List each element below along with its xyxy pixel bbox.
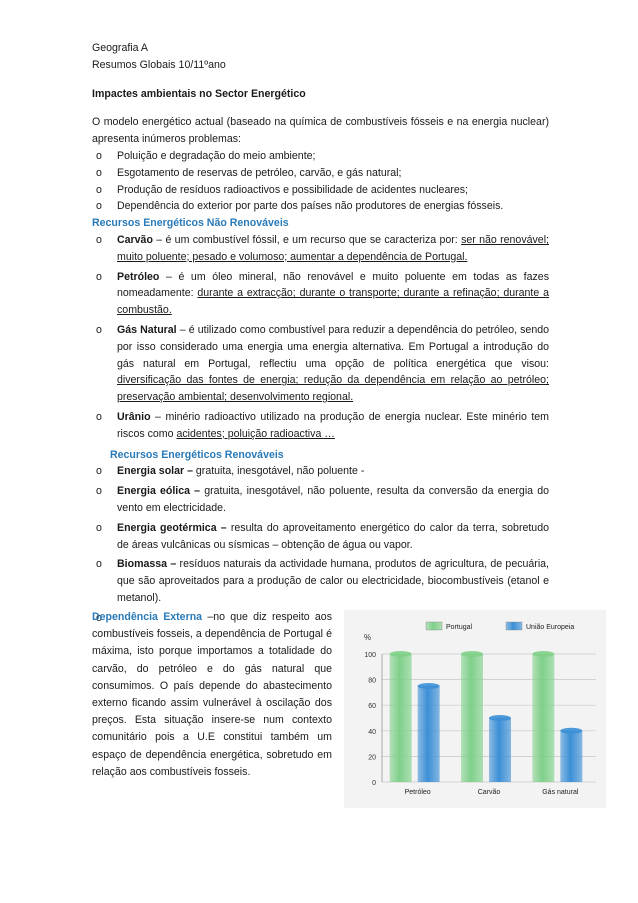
section-heading-nonrenewable: Recursos Energéticos Não Renováveis (92, 217, 289, 230)
y-tick-label: 80 (368, 677, 376, 685)
intro-paragraph: O modelo energético actual (baseado na química de combustíveis fósseis e na energia nuclear) apresenta inúmeros problemas: (92, 116, 549, 146)
list-item: o Poluição e degradação do meio ambiente; (92, 148, 549, 165)
bar-cap (489, 715, 511, 721)
dependence-bar-chart (344, 610, 606, 808)
list-item (92, 520, 549, 554)
list-item (92, 269, 549, 319)
list-item: o Produção de resíduos radioactivos e possibilidade de acidentes nucleares; (92, 182, 549, 199)
resource-name: Carvão (117, 233, 153, 246)
resource-text: resíduos naturais da actividade humana, produtos de agricultura, de pecuária, que são aproveitados para a produção de calor ou electricidade, biocombustíveis (etanol e metanol). (117, 558, 550, 604)
resource-text: gratuita, inesgotável, não poluente, resulta da conversão da energia do vento em electricidade. (117, 485, 549, 514)
y-tick-label: 40 (368, 728, 376, 736)
y-tick-label: 100 (364, 652, 376, 659)
resource-text: – é um combustível fóssil, e um recurso que se caracteriza por: (152, 233, 462, 246)
resource-underlined: durante a extracção; durante o transporte; durante a refinação; durante a combustão. (117, 287, 549, 317)
resource-name: Urânio (117, 410, 151, 423)
resource-name: Biomassa – (117, 558, 177, 571)
header-course: Resumos Globais 10/11ºano (92, 58, 226, 71)
list-item (92, 463, 549, 480)
resource-name: Energia eólica – (117, 485, 201, 498)
bar (532, 654, 554, 782)
bar (418, 686, 440, 782)
list-item (92, 409, 549, 443)
bar-cap (461, 651, 483, 657)
problems-list (92, 148, 549, 215)
nonrenewable-list (92, 232, 549, 443)
list-item (92, 232, 549, 266)
bar (560, 731, 582, 782)
bar-cap (532, 651, 554, 657)
section-heading-renewable: Recursos Energéticos Renováveis (110, 448, 284, 461)
y-tick-label: 0 (372, 780, 376, 787)
resource-name: Petróleo (117, 270, 160, 283)
header-subject: Geografia A (92, 42, 148, 54)
resource-name: Energia geotérmica – (117, 521, 227, 534)
bar-cap (390, 651, 412, 657)
resource-text: – minério radioactivo utilizado na produção de energia nuclear. Este minério tem riscos como (117, 410, 549, 440)
list-item (92, 556, 549, 606)
dependence-text: –no que diz respeito aos combustíveis fosseis, a dependência de Portugal é máxima, isto porque importamos a totalidade do carvão, do petróleo e do gás natural que consumimos. O país depende do abastecimento externo ficando assim vulnerável à oscilação dos preços. Esta situação insere-se num contexto comunitário pois a U.E constitui também um espaço de dependência energética, sobretudo em relação aos combustíveis fosseis. (92, 611, 332, 778)
resource-text: resulta do aproveitamento energético do calor da terra, sobretudo de áreas vulcânicas ou sísmicas – obtenção de água ou vapor. (117, 521, 549, 551)
document-page (92, 40, 549, 630)
x-tick-label: Petróleo (404, 789, 431, 796)
document-title: Impactes ambientais no Sector Energético (92, 87, 306, 100)
resource-underlined: diversificação das fontes de energia; redução da dependência em relação ao petróleo; preservação ambiental; desenvolvimento regional. (117, 374, 549, 404)
external-dependence-paragraph (92, 609, 332, 781)
legend-swatch (506, 622, 522, 630)
y-tick-label: 60 (368, 703, 376, 711)
legend-entry: Portugal (446, 624, 473, 631)
list-item (92, 322, 549, 406)
resource-name: Energia solar – (117, 465, 193, 478)
y-axis-label: % (364, 633, 372, 642)
dependence-lead: Dependência Externa (92, 611, 203, 623)
renewable-list (92, 463, 549, 626)
bar (390, 654, 412, 782)
bar-cap (560, 728, 582, 734)
list-item: o Dependência do exterior por parte dos países não produtores de energias fósseis. (92, 198, 549, 215)
resource-underlined: acidentes; poluição radioactiva … (176, 427, 335, 440)
legend-entry: União Europeia (526, 624, 575, 631)
y-tick-label: 20 (368, 754, 376, 762)
resource-text: – é um óleo mineral, não renovável e muito poluente em todas as fazes nomeadamente: (117, 270, 549, 300)
resource-text: – é utilizado como combustível para reduzir a dependência do petróleo, sendo por isso considerado uma energia uma energia alternativa. Em Portugal a introdução do gás natural em Portugal, reflectiu uma opção de política energética que visou: (117, 323, 549, 370)
list-item (92, 483, 549, 517)
bar-cap (418, 683, 440, 689)
resource-text: gratuita, inesgotável, não poluente - (192, 465, 365, 478)
bar (489, 718, 511, 782)
legend-swatch (426, 622, 442, 630)
x-tick-label: Gás natural (542, 789, 579, 796)
list-item: o Esgotamento de reservas de petróleo, carvão, e gás natural; (92, 165, 549, 182)
resource-underlined: ser não renovável; muito poluente; pesado e volumoso; aumentar a dependência de Portugal. (117, 233, 549, 263)
chart-svg (344, 610, 606, 808)
bar (461, 654, 483, 782)
x-tick-label: Carvão (477, 789, 501, 796)
resource-name: Gás Natural (117, 323, 177, 336)
